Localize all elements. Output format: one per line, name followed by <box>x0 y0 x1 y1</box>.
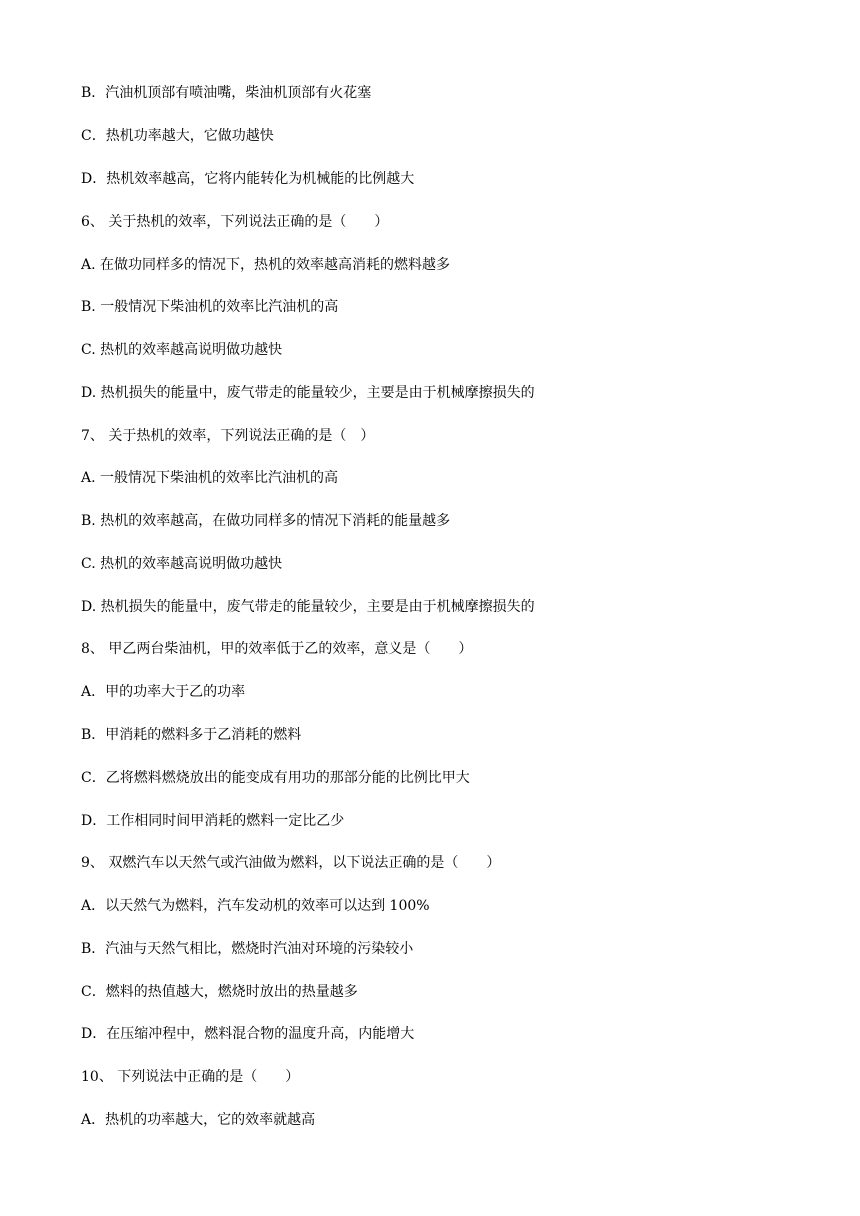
question-8-stem: 8、 甲乙两台柴油机，甲的效率低于乙的效率，意义是（ ） <box>81 641 473 657</box>
question-8-option-c: C．乙将燃料燃烧放出的能变成有用功的那部分能的比例比甲大 <box>81 770 470 786</box>
question-9-option-c: C．燃料的热值越大，燃烧时放出的热量越多 <box>81 984 358 1000</box>
question-7-option-a: A. 一般情况下柴油机的效率比汽油机的高 <box>81 470 339 486</box>
question-9-option-b: B．汽油与天然气相比，燃烧时汽油对环境的污染较小 <box>81 941 414 957</box>
question-7-option-b: B. 热机的效率越高，在做功同样多的情况下消耗的能量越多 <box>81 513 451 529</box>
question-10-stem: 10、 下列说法中正确的是（ ） <box>81 1069 300 1085</box>
question-6-option-a: A. 在做功同样多的情况下，热机的效率越高消耗的燃料越多 <box>81 257 451 273</box>
question-6-option-b: B. 一般情况下柴油机的效率比汽油机的高 <box>81 299 339 315</box>
question-7-option-c: C. 热机的效率越高说明做功越快 <box>81 556 283 572</box>
question-8-option-d: D．工作相同时间甲消耗的燃料一定比乙少 <box>81 813 345 829</box>
question-6-stem: 6、 关于热机的效率，下列说法正确的是（ ） <box>81 214 389 230</box>
question-8-option-b: B．甲消耗的燃料多于乙消耗的燃料 <box>81 727 302 743</box>
question-9-option-a: A．以天然气为燃料，汽车发动机的效率可以达到 100% <box>81 898 430 914</box>
question-5-option-b: B．汽油机顶部有喷油嘴，柴油机顶部有火花塞 <box>81 85 372 101</box>
question-5-option-d: D．热机效率越高，它将内能转化为机械能的比例越大 <box>81 171 415 187</box>
question-5-option-c: C．热机功率越大，它做功越快 <box>81 128 274 144</box>
question-6-option-d: D. 热机损失的能量中，废气带走的能量较少，主要是由于机械摩擦损失的 <box>81 385 535 401</box>
question-6-option-c: C. 热机的效率越高说明做功越快 <box>81 342 283 358</box>
question-7-option-d: D. 热机损失的能量中，废气带走的能量较少，主要是由于机械摩擦损失的 <box>81 599 535 615</box>
question-8-option-a: A．甲的功率大于乙的功率 <box>81 684 246 700</box>
question-7-stem: 7、 关于热机的效率，下列说法正确的是（ ） <box>81 428 375 444</box>
question-9-option-d: D．在压缩冲程中，燃料混合物的温度升高，内能增大 <box>81 1026 415 1042</box>
question-9-stem: 9、 双燃汽车以天然气或汽油做为燃料，以下说法正确的是（ ） <box>81 855 501 871</box>
question-10-option-a: A．热机的功率越大，它的效率就越高 <box>81 1112 316 1128</box>
